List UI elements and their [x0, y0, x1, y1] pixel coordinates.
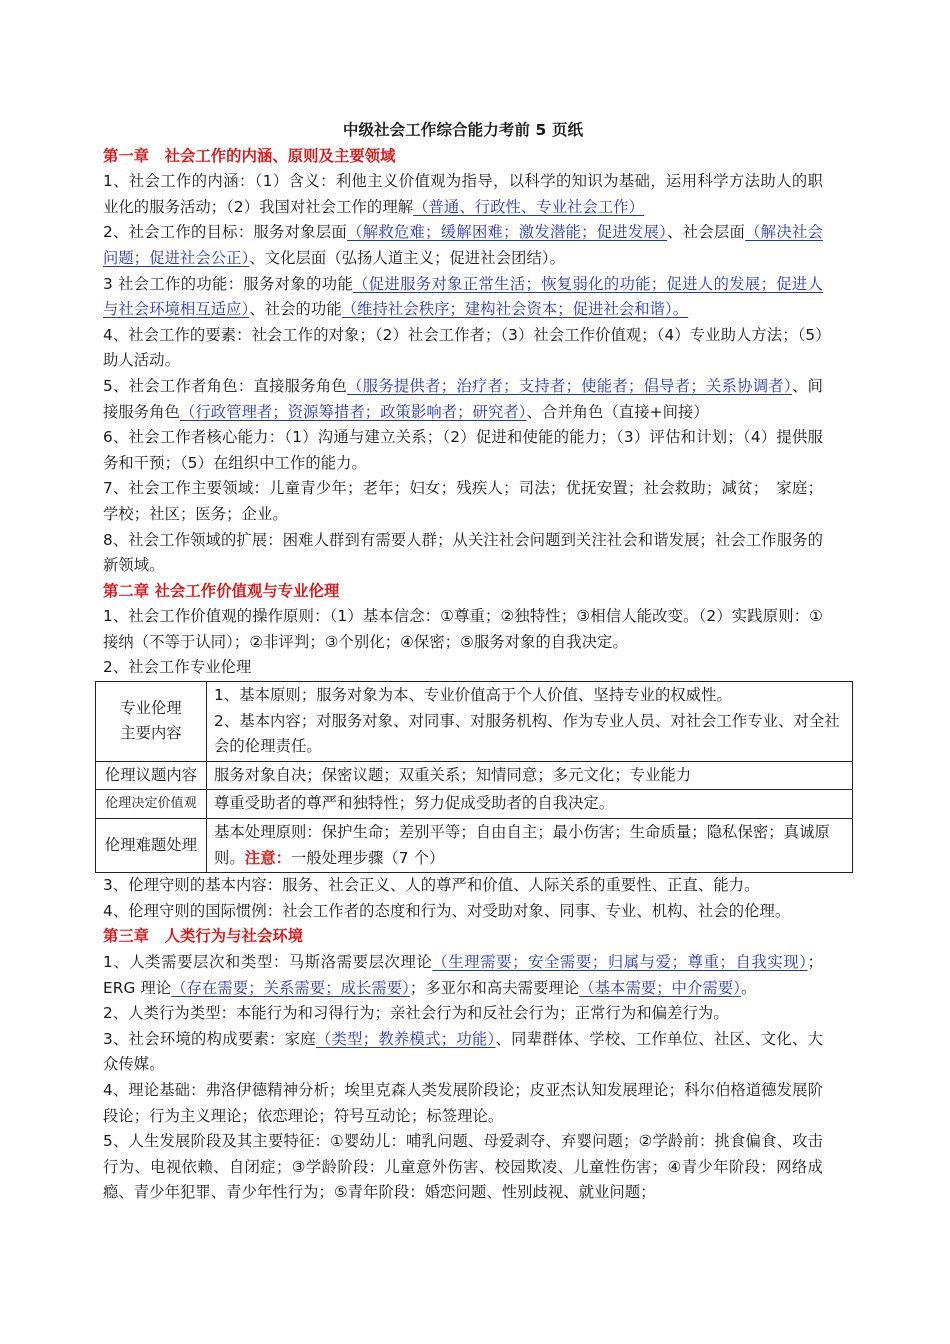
ch2-item-4: 4、伦理守则的国际惯例：社会工作者的态度和行为、对受助对象、同事、专业、机构、社会的伦理。 — [103, 901, 791, 920]
ch1-item-1: 1、社会工作的内涵：（1）含义：利他主义价值观为指导，以科学的知识为基础，运用科学方法助人的职业化的服务活动；（2）我国对社会工作的理解（普通、行政性、专业社会工作） — [103, 172, 823, 216]
ch2-item-3: 3、伦理守则的基本内容：服务、社会正义、人的尊严和价值、人际关系的重要性、正直、能力。 — [103, 876, 760, 895]
document-page — [103, 118, 840, 1206]
table-row — [96, 682, 853, 762]
table-key-cell: 伦理决定价值观 — [96, 790, 207, 819]
ch1-item-5: 5、社会工作者角色：直接服务角色（服务提供者；治疗者；支持者；使能者；倡导者；关系协调者）、间接服务角色（行政管理者；资源筹措者；政策影响者；研究者）、合并角色（直接+间接） — [103, 376, 823, 421]
table-value-cell: 服务对象自决；保密议题；双重关系；知情同意；多元文化；专业能力 — [207, 761, 853, 790]
note-label: 注意： — [244, 848, 291, 867]
chapter-3-heading: 第三章 人类行为与社会环境 — [103, 927, 304, 946]
chapter-2-heading: 第二章 社会工作价值观与专业伦理 — [103, 581, 340, 600]
table-key-cell: 伦理难题处理 — [96, 819, 207, 873]
document-title: 中级社会工作综合能力考前 5 页纸 — [342, 121, 584, 139]
ch1-item-7: 7、社会工作主要领域：儿童青少年；老年；妇女；残疾人；司法；优抚安置；社会救助；减贫； 家庭；学校；社区；医务；企业。 — [103, 479, 823, 523]
table-key-cell: 伦理议题内容 — [96, 761, 207, 790]
ch1-item-3: 3 社会工作的功能：服务对象的功能（促进服务对象正常生活；恢复弱化的功能；促进人的发展；促进人与社会环境相互适应）、社会的功能（维持社会秩序；建构社会资本；促进社会和谐）。 — [103, 274, 823, 319]
chapter-1-heading: 第一章 社会工作的内涵、原则及主要领域 — [103, 146, 396, 165]
ethics-table — [95, 681, 853, 873]
ch1-item-8: 8、社会工作领域的扩展：困难人群到有需要人群；从关注社会问题到关注社会和谐发展；社会工作服务的新领域。 — [103, 530, 823, 575]
ch2-item-1: 1、社会工作价值观的操作原则：（1）基本信念：①尊重；②独特性；③相信人能改变。（2）实践原则：①接纳（不等于认同）；②非评判；③个别化；④保密；⑤服务对象的自我决定。 — [103, 607, 823, 651]
ch3-item-2: 2、人类行为类型：本能行为和习得行为；亲社会行为和反社会行为；正常行为和偏差行为。 — [103, 1004, 729, 1023]
table-key-cell: 专业伦理 主要内容 — [96, 682, 207, 762]
table-row — [96, 819, 853, 873]
table-value-cell: 尊重受助者的尊严和独特性；努力促成受助者的自我决定。 — [207, 790, 853, 819]
ch3-item-5: 5、人生发展阶段及其主要特征：①婴幼儿：哺乳问题、母爱剥夺、弃婴问题；②学龄前：挑食偏食、攻击行为、电视依赖、自闭症；③学龄阶段：儿童意外伤害、校园欺凌、儿童性伤害；④青少年阶段：网络成瘾、青少年犯罪、青少年性行为；⑤青年阶段：婚恋问题、性别歧视、就业问题； — [103, 1132, 823, 1202]
ch1-item-4: 4、社会工作的要素：社会工作的对象；（2）社会工作者；（3）社会工作价值观；（4）专业助人方法；（5）助人活动。 — [103, 325, 823, 370]
table-value-cell: 1、基本原则；服务对象为本、专业价值高于个人价值、坚持专业的权威性。 2、基本内容；对服务对象、对同事、对服务机构、作为专业人员、对社会工作专业、对全社会的伦理责任。 — [207, 682, 853, 762]
ch3-item-1: 1、人类需要层次和类型：马斯洛需要层次理论（生理需要；安全需要；归属与爱；尊重；自我实现）；ERG 理论（存在需要；关系需要；成长需要）；多亚尔和高夫需要理论（基本需要；中介需要）。 — [103, 953, 823, 997]
ch1-item-2: 2、社会工作的目标：服务对象层面（解救危难；缓解困难；激发潜能；促进发展）、社会层面（解决社会问题；促进社会公正）、文化层面（弘扬人道主义；促进社会团结）。 — [103, 223, 823, 267]
table-value-cell: 基本处理原则：保护生命；差别平等；自由自主；最小伤害；生命质量；隐私保密；真诚原则。注意：一般处理步骤（7 个） — [207, 819, 853, 873]
table-row — [96, 790, 853, 819]
ch3-item-4: 4、理论基础：弗洛伊德精神分析；埃里克森人类发展阶段论；皮亚杰认知发展理论；科尔伯格道德发展阶段论；行为主义理论；依恋理论；符号互动论；标签理论。 — [103, 1080, 823, 1125]
table-row — [96, 761, 853, 790]
ch1-item-6: 6、社会工作者核心能力：（1）沟通与建立关系；（2）促进和使能的能力；（3）评估和计划；（4）提供服务和干预；（5）在组织中工作的能力。 — [103, 428, 823, 472]
ch3-item-3: 3、社会环境的构成要素：家庭（类型；教养模式；功能）、同辈群体、学校、工作单位、社区、文化、大众传媒。 — [103, 1029, 823, 1074]
ch2-item-2: 2、社会工作专业伦理 — [103, 658, 252, 677]
